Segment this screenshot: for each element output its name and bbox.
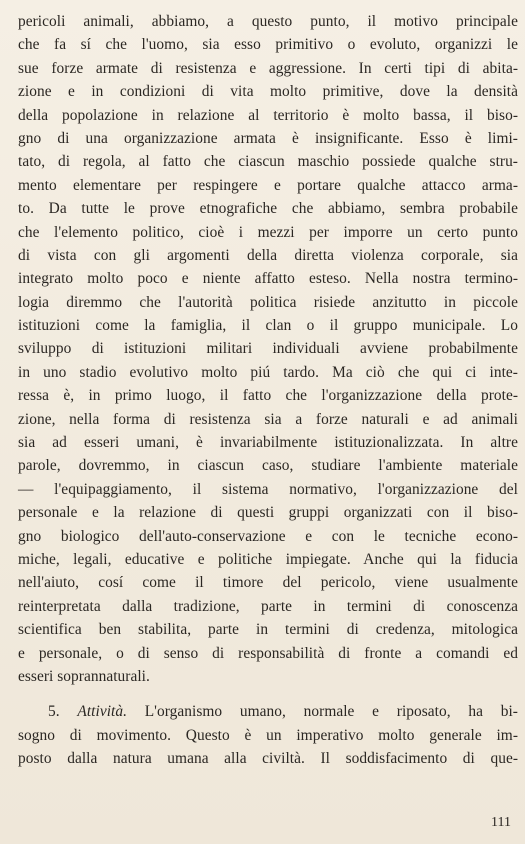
text-line: mento elementare per respingere e portare qualche attacco arma- (18, 176, 518, 194)
text-line: sogno di movimento. Questo è un imperativo molto generale im- (18, 726, 518, 744)
text-line: di vista con gli argomenti della diretta violenza corporale, sia (18, 246, 518, 264)
text-line: tato, di regola, al fatto che ciascun maschio possiede qualche stru- (18, 153, 518, 171)
paragraph-1 (18, 10, 518, 688)
text-line: parole, dovremmo, in ciascun caso, studiare l'ambiente materiale (18, 457, 518, 475)
text-line: reinterpretata dalla tradizione, parte in termini di conoscenza (18, 597, 518, 615)
text-line: della popolazione in relazione al territorio è molto bassa, il biso- (18, 106, 518, 124)
text-line: — l'equipaggiamento, il sistema normativo, l'organizzazione del (18, 480, 518, 498)
section-heading-line (18, 700, 518, 723)
text-line: in uno stadio evolutivo molto piú tardo. Ma ciò che qui ci inte- (18, 363, 518, 381)
text-line: zione, nella forma di resistenza sia a forze naturali e ad animali (18, 410, 518, 428)
text-line: to. Da tutte le prove etnografiche che abbiamo, sembra probabile (18, 200, 518, 218)
paragraph-gap (18, 688, 518, 700)
text-line: e personale, o di senso di responsabilità di fronte a comandi ed (18, 644, 518, 662)
text-line: gno biologico dell'auto-conservazione e con le tecniche econo- (18, 527, 518, 545)
section-number: 5. (48, 703, 60, 721)
page-number: 111 (491, 815, 511, 830)
text-line: zione e in condizioni di vita molto primitive, dove la densità (18, 83, 518, 101)
text-line: esseri soprannaturali. (18, 667, 150, 685)
text-line: integrato molto poco e niente affatto esteso. Nella nostra termino- (18, 270, 518, 288)
page-body-text (18, 10, 518, 771)
text-line: posto dalla natura umana alla civiltà. Il soddisfacimento di que- (18, 750, 518, 768)
text-line: nell'aiuto, cosí come il timore del pericolo, viene usualmente (18, 574, 518, 592)
section-heading: Attività. (77, 703, 127, 721)
text-line: gno di una organizzazione armata è insignificante. Esso è limi- (18, 129, 518, 147)
text-line: che fa sí che l'uomo, sia esso primitivo o evoluto, organizzi le (18, 36, 518, 54)
text-line: ressa è, in primo luogo, il fatto che l'organizzazione della prote- (18, 387, 518, 405)
text-line: miche, legali, educative e politiche impiegate. Anche qui la fiducia (18, 550, 518, 568)
text-line: sviluppo di istituzioni militari individuali avviene probabilmente (18, 340, 518, 358)
text-line: personale e la relazione di questi gruppi organizzati con il biso- (18, 504, 518, 522)
text-line: scientifica ben stabilita, parte in termini di credenza, mitologica (18, 621, 518, 639)
text-line: istituzioni come la famiglia, il clan o il gruppo municipale. Lo (18, 317, 518, 335)
text-line: logia diremmo che l'autorità politica risiede anzitutto in piccole (18, 293, 518, 311)
text-line: L'organismo umano, normale e riposato, ha bi- (144, 703, 518, 721)
paragraph-2 (18, 700, 518, 770)
text-line: che l'elemento politico, cioè i mezzi per imporre un certo punto (18, 223, 518, 241)
text-line: sue forze armate di resistenza e aggressione. In certi tipi di abita- (18, 59, 518, 77)
text-line: pericoli animali, abbiamo, a questo punto, il motivo principale (18, 13, 518, 30)
text-line: sia ad esseri umani, è invariabilmente istituzionalizzata. In altre (18, 434, 518, 452)
